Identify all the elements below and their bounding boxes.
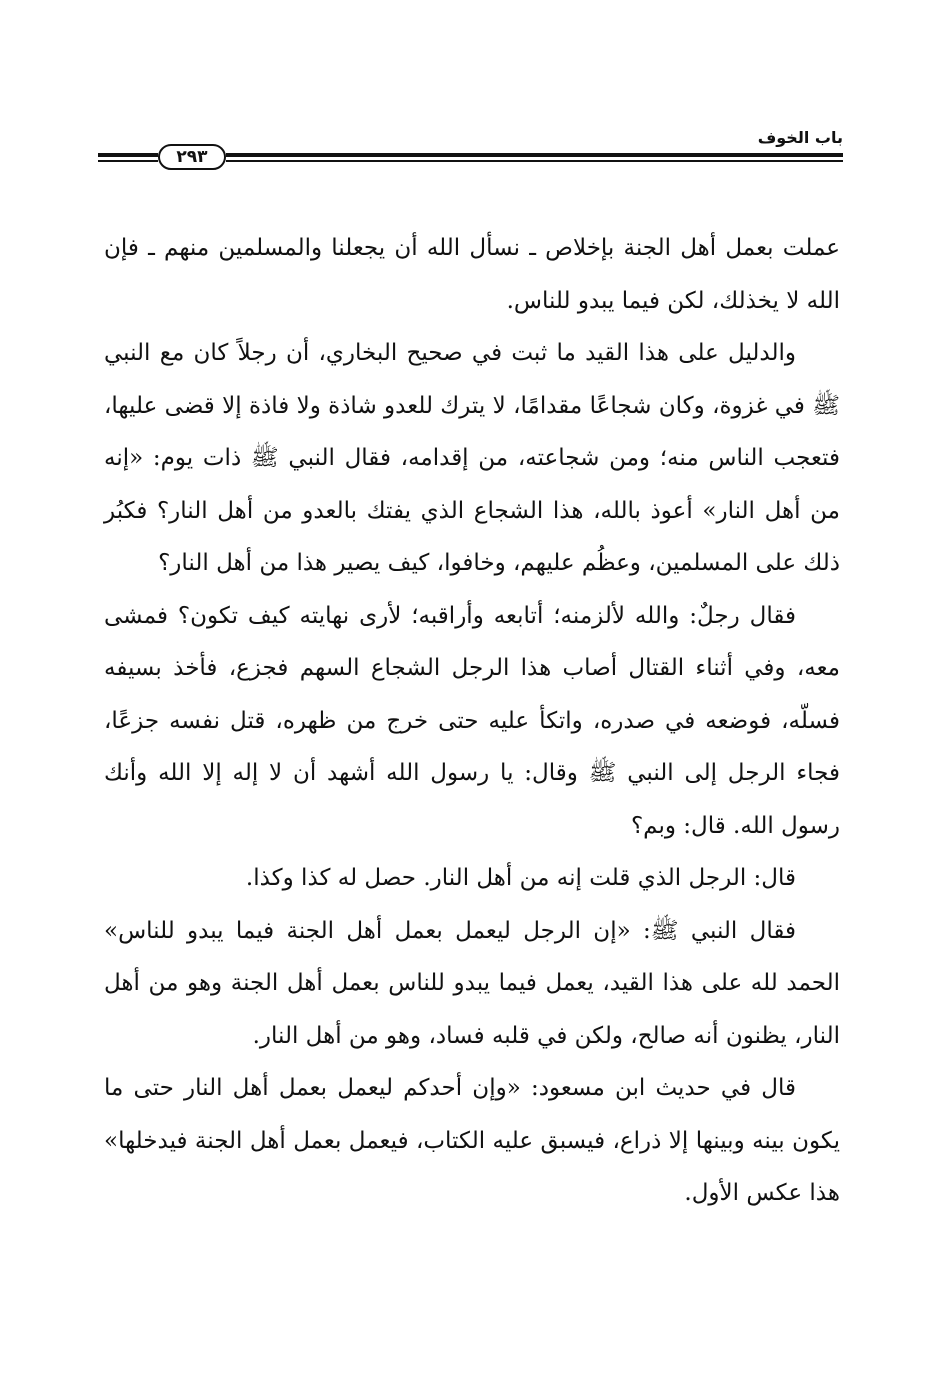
header-rule (98, 160, 158, 162)
paragraph: فقال رجلٌ: والله لألزمنه؛ أتابعه وأراقبه؛ لأرى نهايته كيف تكون؟ فمشى معه، وفي أثناء القتال أصاب هذا الرجل الشجاع السهم فجزع، فأخذ بسيفه فسلّه، فوضعه في صدره، واتكأ عليه حتى خرج من ظهره، قتل نفسه جزعًا، فجاء الرجل إلى النبي ﷺ وقال: يا رسول الله أشهد أن لا إله إلا الله وأنك رسول الله. قال: وبم؟ (104, 602, 840, 839)
paragraph: عملت بعمل أهل الجنة بإخلاص ـ نسأل الله أن يجعلنا والمسلمين منهم ـ فإن الله لا يخذلك، لكن فيما يبدو للناس. (104, 235, 840, 314)
chapter-title: باب الخوف (757, 128, 843, 147)
page-number-badge (158, 144, 226, 170)
paragraph: فقال النبي ﷺ: «إن الرجل ليعمل بعمل أهل الجنة فيما يبدو للناس» الحمد لله على هذا القيد، يعمل فيما يبدو للناس بعمل أهل الجنة وهو من أهل النار، يظنون أنه صالح، ولكن في قلبه فساد، وهو من أهل النار. (104, 917, 840, 1049)
page-header (98, 128, 843, 178)
header-rule (226, 153, 843, 157)
page-number: ٢٩٣ (176, 147, 208, 167)
header-rule (98, 153, 158, 157)
paragraph: قال: الرجل الذي قلت إنه من أهل النار. حصل له كذا وكذا. (245, 865, 796, 891)
paragraph: قال في حديث ابن مسعود: «وإن أحدكم ليعمل بعمل أهل النار حتى ما يكون بينه وبينها إلا ذراع، فيسبق عليه الكتاب، فيعمل بعمل أهل الجنة فيدخلها» هذا عكس الأول. (104, 1075, 840, 1206)
header-rule (226, 160, 843, 162)
body-text (104, 222, 840, 1220)
paragraph: والدليل على هذا القيد ما ثبت في صحيح البخاري، أن رجلاً كان مع النبي ﷺ في غزوة، وكان شجاعًا مقدامًا، لا يترك للعدو شاذة ولا فاذة إلا قضى عليها، فتعجب الناس منه؛ ومن شجاعته، من إقدامه، فقال النبي ﷺ ذات يوم: «إنه من أهل النار» أعوذ بالله، هذا الشجاع الذي يفتك بالعدو من أهل النار؟ فكبُر ذلك على المسلمين، وعظُم عليهم، وخافوا، كيف يصير هذا من أهل النار؟ (104, 340, 840, 576)
